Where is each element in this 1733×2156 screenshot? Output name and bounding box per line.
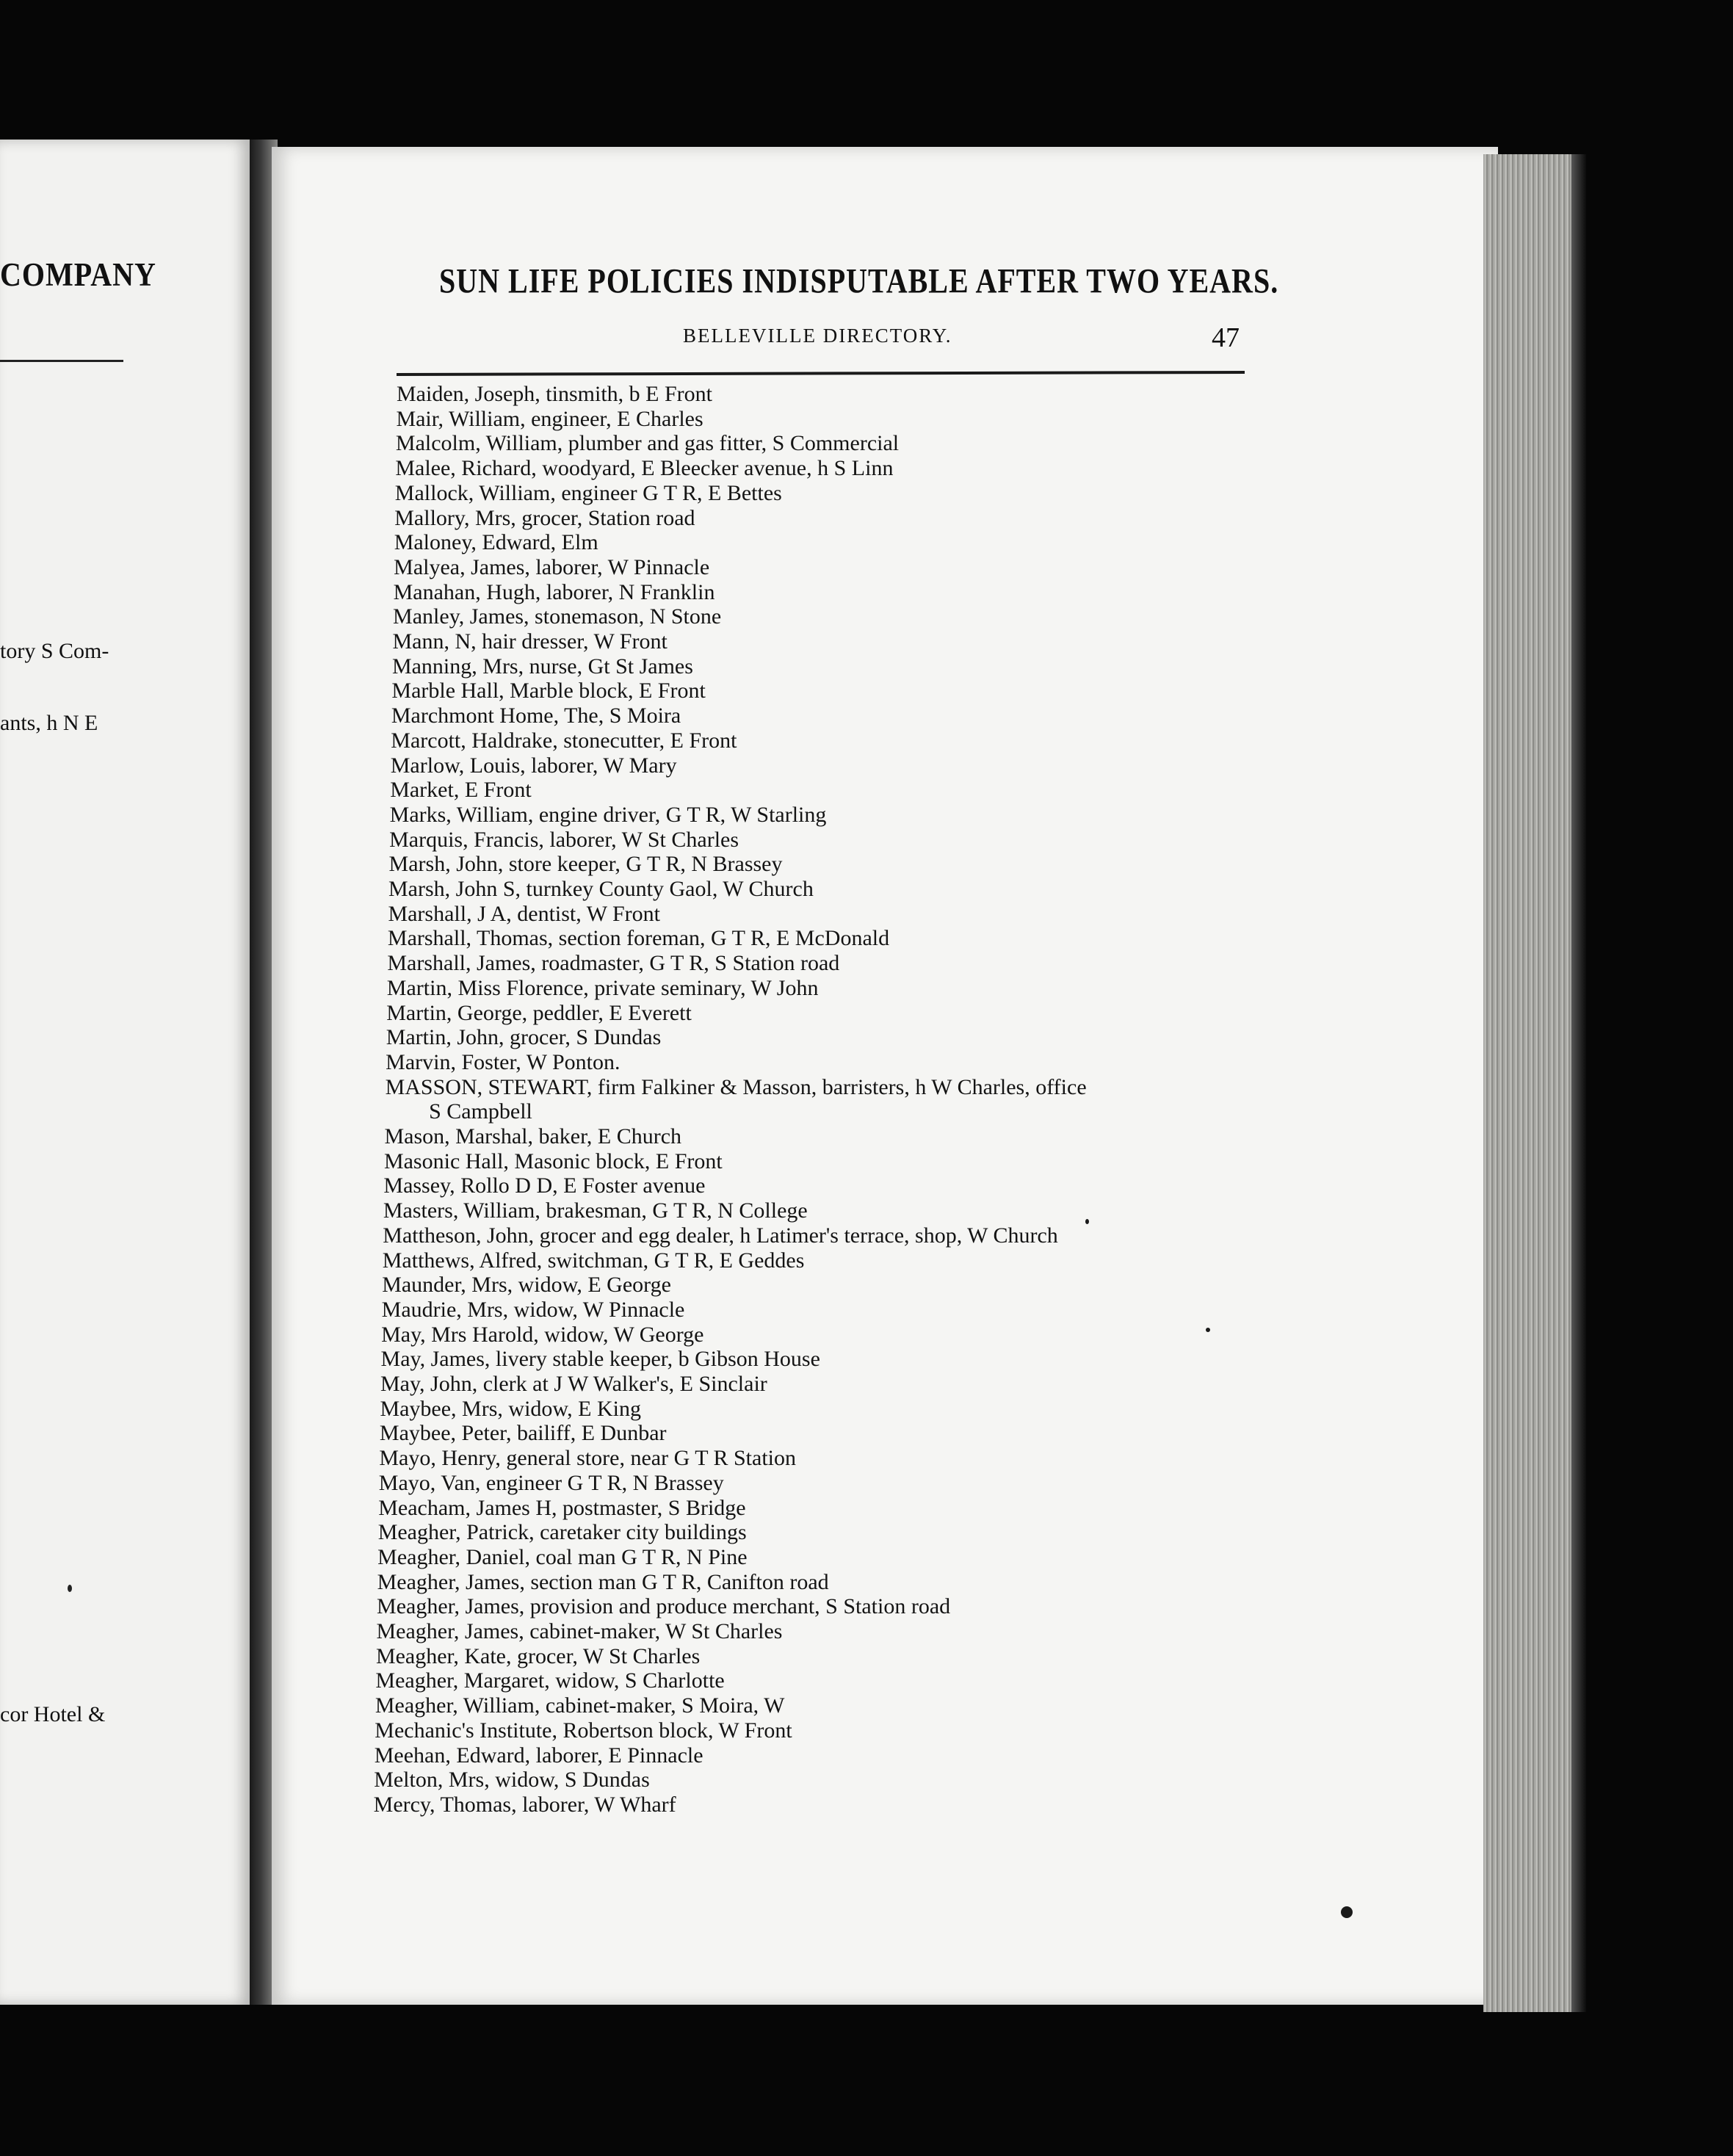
page-edges-shadow [1571, 154, 1586, 2012]
ink-speck [1341, 1906, 1353, 1918]
directory-entries [367, 382, 1248, 1851]
directory-entry: Meehan, Edward, laborer, E Pinnacle [374, 1743, 703, 1768]
directory-entry: Mechanic's Institute, Robertson block, W Front [375, 1718, 792, 1743]
directory-entry: Mayo, Van, engineer G T R, N Brassey [378, 1470, 724, 1495]
directory-entry: Maiden, Joseph, tinsmith, b E Front [397, 382, 712, 406]
directory-entry: Mattheson, John, grocer and egg dealer, h Latimer's terrace, shop, W Church [383, 1223, 1058, 1248]
directory-entry: Meagher, James, provision and produce merchant, S Station road [377, 1594, 951, 1619]
directory-entry: Meagher, Patrick, caretaker city buildings [377, 1520, 747, 1545]
directory-entry: Manley, James, stonemason, N Stone [393, 604, 722, 629]
directory-entry: Maunder, Mrs, widow, E George [382, 1273, 671, 1298]
running-head: BELLEVILLE DIRECTORY. [683, 325, 952, 347]
directory-entry: Meagher, James, section man G T R, Canifton road [377, 1569, 829, 1594]
ink-speck [1206, 1328, 1210, 1332]
directory-entry: Malee, Richard, woodyard, E Bleecker avenue, h S Linn [395, 456, 894, 481]
ink-speck [1085, 1219, 1089, 1224]
directory-entry: Mallory, Mrs, grocer, Station road [394, 505, 695, 530]
directory-entry: Marshall, James, roadmaster, G T R, S Station road [387, 951, 840, 976]
directory-entry: Maybee, Peter, bailiff, E Dunbar [379, 1421, 667, 1446]
directory-entry: Marvin, Foster, W Ponton. [386, 1049, 621, 1074]
directory-entry: Marlow, Louis, laborer, W Mary [390, 753, 677, 778]
directory-entry: Martin, John, grocer, S Dundas [386, 1025, 662, 1050]
directory-entry: Mair, William, engineer, E Charles [396, 406, 703, 431]
left-page [0, 140, 254, 2005]
directory-entry: Marcott, Haldrake, stonecutter, E Front [391, 728, 737, 753]
directory-entry: Melton, Mrs, widow, S Dundas [374, 1768, 650, 1793]
directory-entry: Marquis, Francis, laborer, W St Charles [389, 827, 739, 852]
directory-entry: Meagher, Margaret, widow, S Charlotte [375, 1668, 725, 1693]
left-page-line: ants, h N E [0, 711, 98, 735]
directory-entry: May, Mrs Harold, widow, W George [381, 1322, 704, 1347]
directory-entry: Marsh, John, store keeper, G T R, N Brassey [388, 852, 783, 877]
page-edges [1483, 154, 1579, 2012]
directory-entry: Manning, Mrs, nurse, Gt St James [391, 654, 693, 679]
directory-entry: Mallock, William, engineer G T R, E Bettes [394, 480, 782, 505]
left-page-rule [0, 360, 123, 362]
directory-entry: Marsh, John S, turnkey County Gaol, W Church [388, 877, 814, 901]
directory-entry: Mercy, Thomas, laborer, W Wharf [373, 1792, 676, 1817]
directory-entry: Maudrie, Mrs, widow, W Pinnacle [381, 1297, 685, 1322]
directory-entry: Malcolm, William, plumber and gas fitter, S Commercial [395, 431, 900, 456]
left-page-line: cor Hotel & [0, 1702, 106, 1726]
directory-entry: Maloney, Edward, Elm [394, 530, 598, 555]
directory-entry: Meagher, Kate, grocer, W St Charles [375, 1643, 701, 1668]
directory-entry: Marshall, J A, dentist, W Front [388, 901, 660, 926]
directory-entry: Meagher, James, cabinet-maker, W St Charles [376, 1619, 783, 1643]
directory-entry: Martin, George, peddler, E Everett [386, 1000, 692, 1025]
directory-entry: Marshall, Thomas, section foreman, G T R, E McDonald [387, 926, 890, 951]
directory-entry: Meagher, William, cabinet-maker, S Moira, W [375, 1693, 785, 1718]
directory-entry: Manahan, Hugh, laborer, N Franklin [393, 579, 715, 604]
directory-entry: Martin, Miss Florence, private seminary, W John [386, 975, 819, 1000]
directory-entry: Mason, Marshal, baker, E Church [384, 1124, 682, 1148]
directory-entry: Masters, William, brakesman, G T R, N College [383, 1198, 808, 1223]
advertisement-banner: SUN LIFE POLICIES INDISPUTABLE AFTER TWO YEARS. [439, 261, 1279, 301]
directory-entry: Meagher, Daniel, coal man G T R, N Pine [377, 1544, 748, 1569]
directory-entry: Massey, Rollo D D, E Foster avenue [383, 1173, 706, 1198]
directory-entry: Mann, N, hair dresser, W Front [392, 629, 667, 654]
directory-entry: Mayo, Henry, general store, near G T R Station [379, 1446, 796, 1471]
directory-entry: MASSON, STEWART, firm Falkiner & Masson, barristers, h W Charles, office [385, 1074, 1087, 1099]
page-number: 47 [1212, 322, 1240, 353]
directory-entry: Marble Hall, Marble block, E Front [391, 679, 706, 703]
directory-entry: Malyea, James, laborer, W Pinnacle [394, 554, 710, 579]
ink-speck [68, 1585, 72, 1592]
directory-entry: Maybee, Mrs, widow, E King [380, 1396, 641, 1421]
left-page-header: COMPANY [0, 255, 156, 294]
directory-entry: Matthews, Alfred, switchman, G T R, E Geddes [382, 1248, 805, 1273]
directory-entry: Meacham, James H, postmaster, S Bridge [378, 1495, 746, 1520]
directory-entry: May, James, livery stable keeper, b Gibson House [380, 1347, 820, 1372]
directory-entry: Marks, William, engine driver, G T R, W Starling [389, 802, 827, 827]
directory-entry: Masonic Hall, Masonic block, E Front [383, 1148, 723, 1173]
directory-entry: Market, E Front [390, 778, 532, 803]
directory-entry: Marchmont Home, The, S Moira [391, 703, 681, 728]
directory-entry: May, John, clerk at J W Walker's, E Sinclair [380, 1372, 767, 1396]
directory-entry: S Campbell [429, 1099, 532, 1124]
left-page-line: tory S Com- [0, 639, 109, 663]
